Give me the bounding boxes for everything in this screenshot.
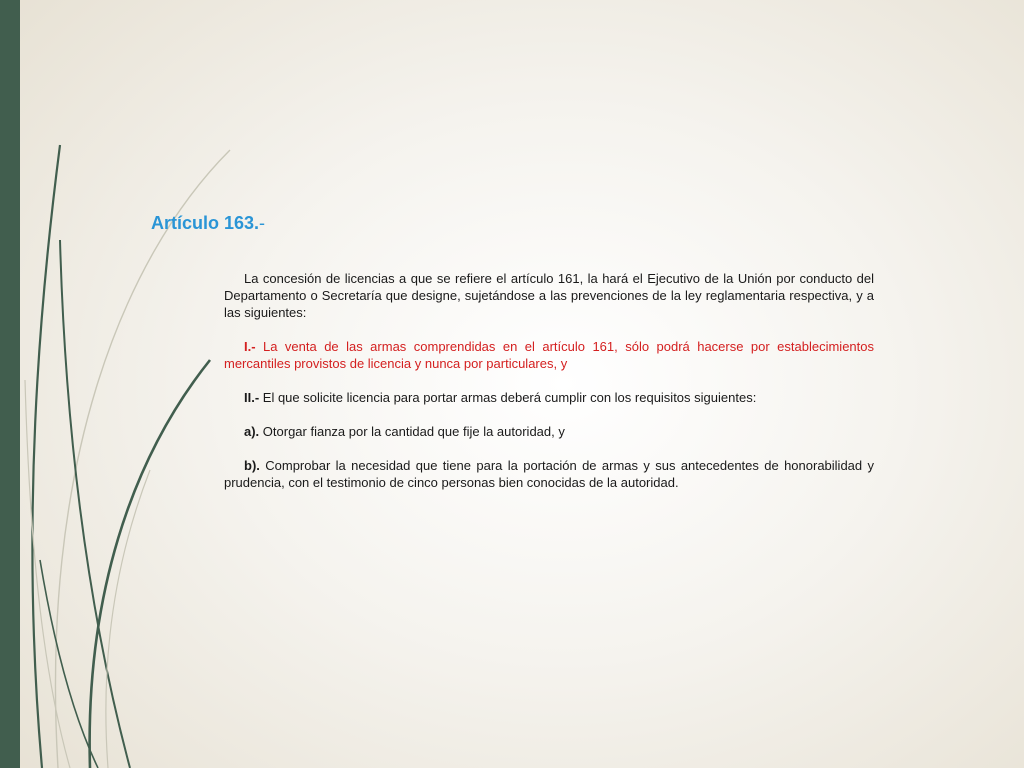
article-title-suffix: - xyxy=(259,213,266,233)
item-b-label: b). xyxy=(244,458,260,473)
item-b-paragraph xyxy=(224,457,874,491)
item-ii-paragraph xyxy=(224,389,874,406)
item-i-paragraph xyxy=(224,338,874,372)
item-a-label: a). xyxy=(244,424,260,439)
article-body xyxy=(224,270,874,508)
item-i-label: I.- xyxy=(244,339,256,354)
intro-paragraph: La concesión de licencias a que se refiere el artículo 161, la hará el Ejecutivo de la Unión por conducto del Departamento o Secretaría que designe, sujetándose a las prevenciones de la ley reglamentaria respectiva, y a las siguientes: xyxy=(224,271,874,320)
item-ii-label: II.- xyxy=(244,390,260,405)
article-title xyxy=(151,211,265,235)
item-b-text: Comprobar la necesidad que tiene para la portación de armas y sus antecedentes de honorabilidad y prudencia, con el testimonio de cinco personas bien conocidas de la autoridad. xyxy=(224,458,874,490)
item-a-text: Otorgar fianza por la cantidad que fije la autoridad, y xyxy=(259,424,565,439)
item-ii-text: El que solicite licencia para portar armas deberá cumplir con los requisitos siguientes: xyxy=(259,390,757,405)
item-i-text: La venta de las armas comprendidas en el artículo 161, sólo podrá hacerse por establecimientos mercantiles provistos de licencia y nunca por particulares, y xyxy=(224,339,874,371)
article-title-main: Artículo 163. xyxy=(151,213,260,233)
item-a-paragraph xyxy=(224,423,874,440)
